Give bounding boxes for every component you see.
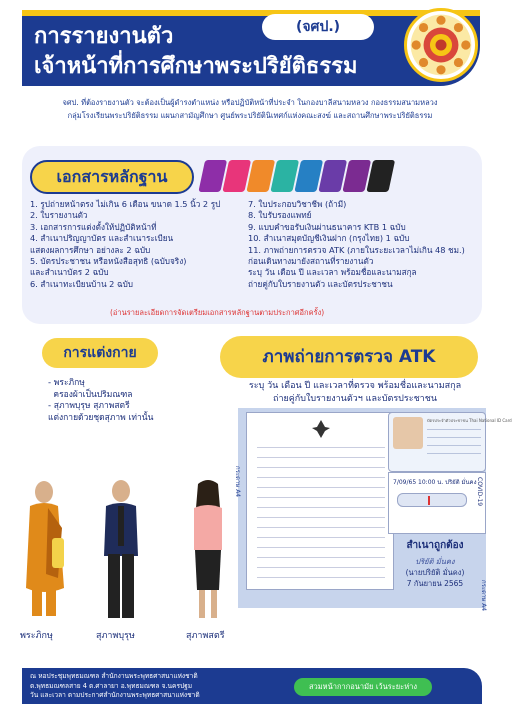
list-item: 8. ใบรับรองแพทย์: [248, 210, 312, 221]
lady-figure: [186, 478, 230, 623]
list-item: 2. ใบรายงานตัว: [30, 210, 88, 221]
paper-size-label: กระดาษ A4: [234, 466, 241, 498]
signature-block: [380, 556, 490, 589]
document-books-icon: [196, 156, 392, 196]
subtitle-line1: จศป. ที่ต้องรายงานตัว จะต้องเป็นผู้ดำรงตำแหน่ง หรือปฏิบัติหน้าที่ประจำ ในกองบาลีสนามหลวง กองธรรมสนามหลวง: [62, 98, 438, 107]
footer-location: [30, 672, 200, 701]
list-item: 1. รูปถ่ายหน้าตรง ไม่เกิน 6 เดือน ขนาด 1.5 นิ้ว 2 รูป: [30, 199, 221, 209]
atk-cassette: [397, 493, 467, 507]
list-item: แต่งกายด้วยชุดสุภาพ เท่านั้น: [48, 412, 154, 423]
paper-size-label-2: กระดาษ A4: [480, 580, 487, 612]
garuda-emblem-icon: [311, 419, 331, 439]
documents-right-list: [248, 199, 465, 290]
signature-fullname: (นายปริยัติ มั่นคง): [405, 568, 465, 577]
footer-line1: ณ หอประชุมพุทธมณฑล สำนักงานพระพุทธศาสนาแห่งชาติ: [30, 672, 198, 680]
id-photo: [393, 417, 423, 449]
list-item: แสดงผลการศึกษา อย่างละ 2 ฉบับ: [30, 244, 151, 255]
footer-line2: ต.พุทธมณฑลสาย 4 ต.ศาลายา อ.พุทธมณฑล จ.นครปฐม: [30, 681, 193, 690]
documents-note: (อ่านรายละเอียดการจัดเตรียมเอกสารหลักฐานตามประกาศอีกครั้ง): [110, 308, 325, 317]
dress-list: [48, 378, 153, 424]
list-item: ก่อนเดินทางมายังสถานที่รายงานตัว: [248, 256, 374, 267]
seal-logo: [404, 8, 478, 82]
atk-desc-line2: ถ่ายคู่กับใบรายงานตัวฯ และบัตรประชาชน: [273, 394, 437, 404]
gentleman-label: สุภาพบุรุษ: [96, 631, 135, 641]
list-item: 4. สำเนาปริญญาบัตร และสำเนาระเบียน: [30, 233, 174, 244]
list-item: 9. แบบคำขอรับเงินผ่านธนาคาร KTB 1 ฉบับ: [248, 221, 406, 232]
page-title-line1: การรายงานตัว: [34, 24, 174, 49]
certified-copy-text: สำเนาถูกต้อง: [406, 540, 464, 551]
monk-label: พระภิกษุ: [20, 631, 53, 641]
page-title-line2: เจ้าหน้าที่การศึกษาพระปริยัติธรรม: [34, 54, 358, 79]
signature-date: 7 กันยายน 2565: [406, 579, 464, 588]
list-item: และสำเนาบัตร 2 ฉบับ: [30, 267, 109, 278]
header-subtitle: [20, 96, 480, 122]
list-item: - สุภาพบุรุษ สุภาพสตรี: [48, 401, 130, 411]
documents-heading: เอกสารหลักฐาน: [30, 160, 194, 194]
list-item: 3. เอกสารการแต่งตั้งให้ปฏิบัติหน้าที่: [30, 221, 157, 232]
report-form-paper: [246, 412, 394, 590]
monk-figure: [18, 478, 70, 623]
covid-label: COVID-19: [476, 477, 483, 507]
mask-distance-badge: สวมหน้ากากอนามัย เว้นระยะห่าง: [294, 678, 432, 696]
atk-test-kit: [388, 472, 486, 534]
list-item: 11. ภาพถ่ายการตรวจ ATK (ภายในระยะเวลาไม่เกิน 48 ชม.): [248, 244, 465, 255]
list-item: 5. บัตรประชาชน หรือหนังสือสุทธิ (ฉบับจริง): [30, 256, 187, 267]
title-tag: (จศป.): [262, 14, 374, 40]
list-item: ระบุ วัน เดือน ปี และเวลา พร้อมชื่อและนามสกุล: [248, 267, 417, 278]
lady-label: สุภาพสตรี: [186, 631, 225, 641]
list-item: ครองผ้าเป็นปริมณฑล: [48, 389, 133, 400]
documents-left-list: [30, 199, 220, 290]
list-item: 6. สำเนาทะเบียนบ้าน 2 ฉบับ: [30, 278, 133, 289]
list-item: ถ่ายคู่กับใบรายงานตัว และบัตรประชาชน: [248, 278, 393, 289]
list-item: - พระภิกษุ: [48, 378, 85, 388]
atk-description: [230, 380, 480, 406]
list-item: 10. สำเนาสมุดบัญชีเงินฝาก (กรุงไทย) 1 ฉบับ: [248, 233, 410, 244]
atk-note: 7/09/65 10:00 น. ปริยัติ มั่นคง: [393, 479, 477, 486]
signature-name: ปริยัติ มั่นคง: [415, 557, 455, 566]
atk-desc-line1: ระบุ วัน เดือน ปี และเวลาที่ตรวจ พร้อมชื่อและนามสกุล: [248, 381, 462, 391]
gentleman-figure: [98, 478, 144, 623]
dress-heading: การแต่งกาย: [42, 338, 158, 368]
list-item: 7. ใบประกอบวิชาชีพ (ถ้ามี): [248, 199, 347, 209]
subtitle-line2: กลุ่มโรงเรียนพระปริยัติธรรม แผนกสามัญศึกษา ศูนย์พระปริยัตินิเทศก์แห่งคณะสงฆ์ และสถานศึกษาพระปริยัติธรรม: [67, 111, 433, 120]
id-card: [388, 412, 512, 472]
id-card-title: บัตรประจำตัวประชาชน Thai National ID Card: [427, 418, 512, 423]
footer-line3: วัน และเวลา ตามประกาศสำนักงานพระพุทธศาสนาแห่งชาติ: [30, 691, 200, 699]
atk-heading: ภาพถ่ายการตรวจ ATK: [220, 336, 478, 378]
